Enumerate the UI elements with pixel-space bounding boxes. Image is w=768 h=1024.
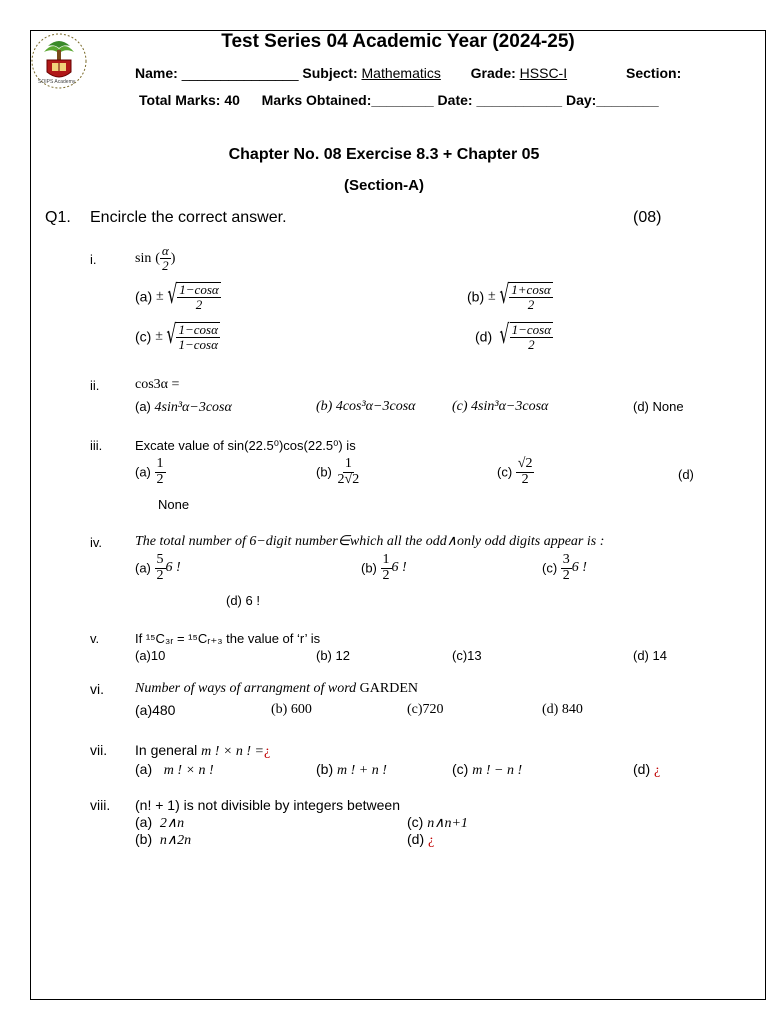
item-ii-option-d[interactable]: (d) None xyxy=(633,399,684,414)
item-vi-option-b[interactable]: (b) 600 xyxy=(271,702,312,717)
item-iv-option-b[interactable]: (b) $\frac{1}{2}$ 6 ! xyxy=(361,552,407,583)
item-iii-option-c[interactable]: (c) $\frac{√2}{2}$ xyxy=(497,456,533,487)
item-vi-option-d[interactable]: (d) 840 xyxy=(542,702,583,717)
item-iv-option-c[interactable]: (c) $\frac{3}{2}$ 6 ! xyxy=(542,552,587,583)
item-iv-stem: The total number of 6−digit number∈which all the odd∧only odd digits appear is : xyxy=(135,534,605,549)
item-iii-option-d[interactable]: (d) xyxy=(678,467,694,482)
item-viii-stem: (n! + 1) is not divisible by integers between xyxy=(135,797,400,813)
item-vi-option-c[interactable]: (c)720 xyxy=(407,702,444,717)
marks-obtained[interactable]: Marks Obtained:________ xyxy=(261,92,434,108)
item-v-option-c[interactable]: (c)13 xyxy=(452,648,482,663)
chapter-heading: Chapter No. 08 Exercise 8.3 + Chapter 05 xyxy=(228,146,540,163)
item-v-option-a[interactable]: (a)10 xyxy=(135,648,166,663)
name-label: Name: xyxy=(135,65,178,81)
header-row-2 xyxy=(139,92,659,108)
item-iv-number: iv. xyxy=(90,535,103,550)
item-vii-option-a[interactable]: (a) m ! × n ! xyxy=(135,761,214,778)
item-i-option-a[interactable]: (a) ± √ $\frac{1-\cos\alpha}{2}$ xyxy=(135,280,219,312)
item-vii-option-b[interactable]: (b) m ! + n ! xyxy=(316,761,387,778)
item-ii-option-c[interactable]: (c) 4sin³α−3cosα xyxy=(452,399,549,414)
item-iii-option-d-text: None xyxy=(158,497,190,512)
item-iv-option-a[interactable]: (a) $\frac{5}{2}$ 6 ! xyxy=(135,552,181,583)
item-ii-number: ii. xyxy=(90,378,100,393)
item-viii-option-b[interactable]: (b) n∧2n xyxy=(135,831,192,848)
logo-text: SOIPS Academy xyxy=(38,79,76,85)
name-blank[interactable]: _______________ xyxy=(181,65,299,81)
item-viii-option-d[interactable]: (d) ¿ xyxy=(407,831,435,848)
item-vi-option-a[interactable]: (a)480 xyxy=(135,702,176,718)
item-iii-option-a[interactable]: (a) $\frac{1}{2}$ xyxy=(135,456,164,487)
item-iv-option-d[interactable]: (d) 6 ! xyxy=(226,593,260,608)
header-row-1 xyxy=(135,65,567,81)
item-viii-option-c[interactable]: (c) n∧n+1 xyxy=(407,814,468,831)
item-iii-number: iii. xyxy=(90,438,103,453)
item-vii-option-d[interactable]: (d) ¿ xyxy=(633,761,661,778)
date-field[interactable]: Date: ___________ xyxy=(437,92,563,108)
item-v-stem: If ¹⁵C₃ᵣ = ¹⁵Cᵣ₊₃ the value of ‘r’ is xyxy=(135,631,321,646)
grade-label: Grade: xyxy=(470,65,516,81)
item-i-number: i. xyxy=(90,252,97,267)
subject-value: Mathematics xyxy=(361,65,441,81)
grade-value: HSSC-I xyxy=(519,65,568,81)
item-i-option-d[interactable]: (d) √ $\frac{1-\cos\alpha}{2}$ xyxy=(475,320,552,352)
q1-marks: (08) xyxy=(633,209,662,226)
item-i-option-b[interactable]: (b) ± √ $\frac{1+\cos\alpha}{2}$ xyxy=(467,280,551,312)
item-i-option-c[interactable]: (c) ± √ $\frac{1-\cos\alpha}{1-\cos\alpha}$ xyxy=(135,320,218,352)
item-vii-number: vii. xyxy=(90,742,108,758)
item-vii-option-c[interactable]: (c) m ! − n ! xyxy=(452,761,523,778)
item-vii-stem: In general m ! × n ! =¿ xyxy=(135,742,271,759)
day-field[interactable]: Day:________ xyxy=(565,92,659,108)
section-label: Section: xyxy=(626,65,682,81)
item-ii-option-b[interactable]: (b) 4cos³α−3cosα xyxy=(316,399,416,414)
item-iii-option-b[interactable]: (b) $\frac{1}{2√2}$ xyxy=(316,456,360,487)
item-iii-stem: Excate value of sin(22.5⁰)cos(22.5⁰) is xyxy=(135,438,356,453)
item-vi-stem: Number of ways of arrangment of word GARDEN xyxy=(135,681,418,696)
total-marks: Total Marks: 40 xyxy=(139,92,240,108)
item-ii-stem: cos3α = xyxy=(135,377,180,392)
item-viii-option-a[interactable]: (a) 2∧n xyxy=(135,814,185,831)
section-heading: (Section-A) xyxy=(344,177,424,194)
item-viii-number: viii. xyxy=(90,797,111,813)
item-ii-option-a[interactable]: (a) 4sin³α−3cosα xyxy=(135,399,232,415)
page-border xyxy=(30,30,766,1000)
item-v-option-b[interactable]: (b) 12 xyxy=(316,648,350,663)
q1-number: Q1. xyxy=(45,209,71,226)
item-v-option-d[interactable]: (d) 14 xyxy=(633,648,667,663)
item-vi-number: vi. xyxy=(90,681,104,697)
subject-label: Subject: xyxy=(302,65,358,81)
item-i-stem: sin ( $\frac{\alpha}{2}$ ) xyxy=(135,243,176,273)
item-v-number: v. xyxy=(90,631,100,646)
q1-instruction: Encircle the correct answer. xyxy=(90,209,287,226)
test-title: Test Series 04 Academic Year (2024-25) xyxy=(221,31,575,52)
